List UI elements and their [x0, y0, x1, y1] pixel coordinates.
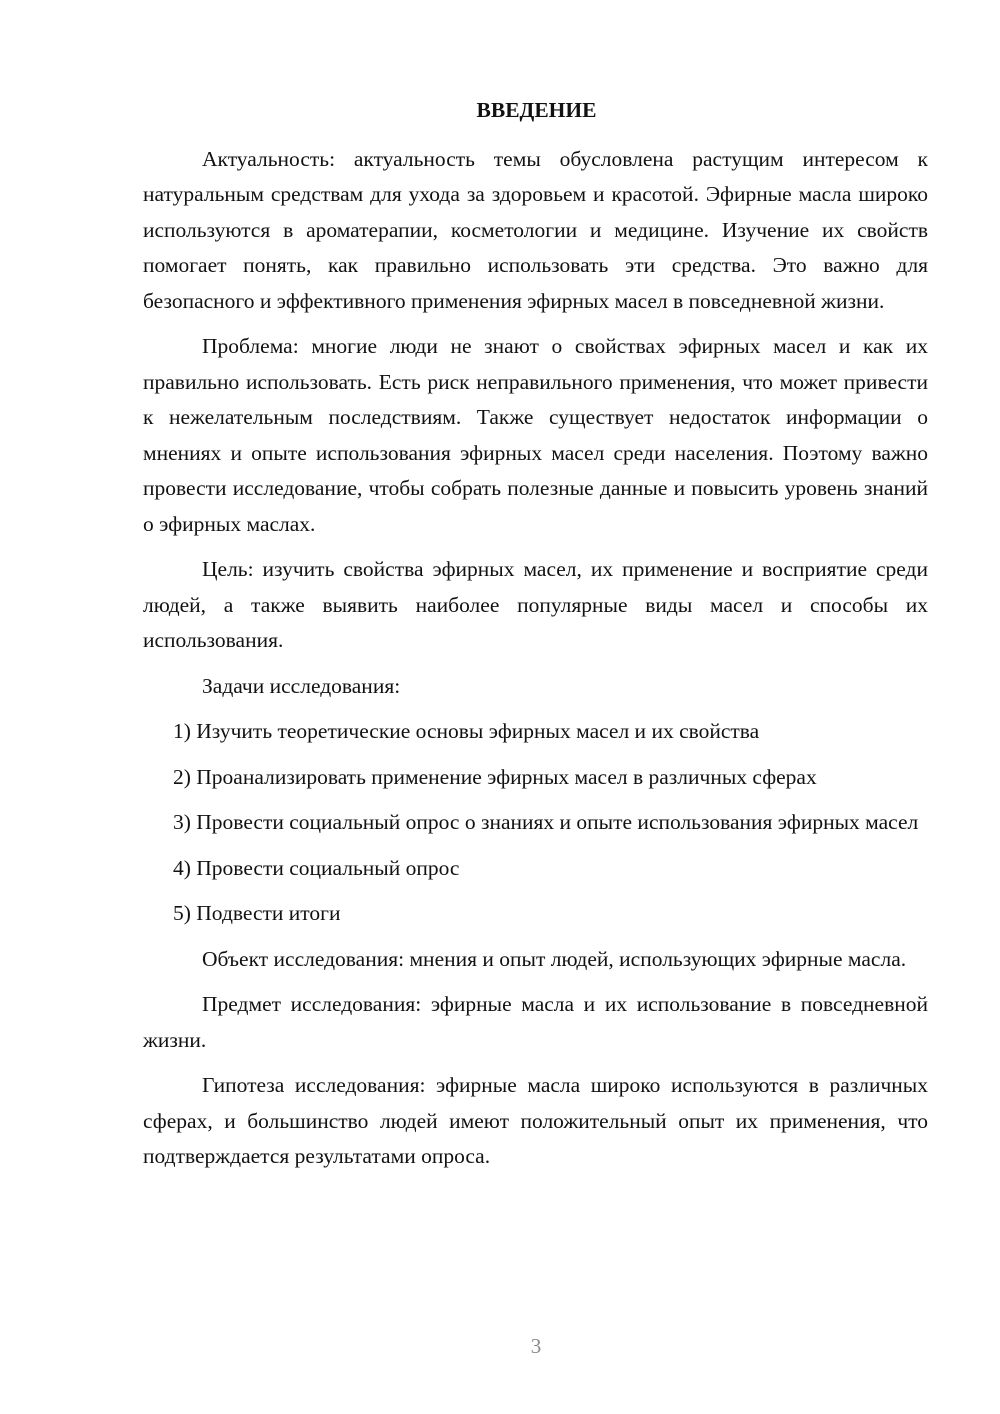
- task-item: 2) Проанализировать применение эфирных масел в различных сферах: [173, 764, 817, 789]
- section-heading: ВВЕДЕНИЕ: [476, 98, 597, 122]
- subject-paragraph: Предмет исследования: эфирные масла и их использование в повседневной жизни.: [143, 992, 928, 1052]
- relevance-paragraph: Актуальность: актуальность темы обусловлена растущим интересом к натуральным средствам для ухода за здоровьем и красотой. Эфирные масла широко используются в ароматерапии, косметологии и медицине. Изучение их свойств помогает понять, как правильно использовать эти средства. Это важно для безопасного и эффективного применения эфирных масел в повседневной жизни.: [143, 146, 928, 313]
- tasks-intro: Задачи исследования:: [202, 673, 401, 698]
- page-content: [143, 93, 928, 1185]
- object-paragraph: Объект исследования: мнения и опыт людей, использующих эфирные масла.: [202, 946, 907, 971]
- problem-paragraph: Проблема: многие люди не знают о свойствах эфирных масел и как их правильно использовать. Есть риск неправильного применения, что может привести к нежелательным последствиям. Также существует недостаток информации о мнениях и опыте использования эфирных масел среди населения. Поэтому важно провести исследование, чтобы собрать полезные данные и повысить уровень знаний о эфирных маслах.: [143, 334, 928, 536]
- task-item: 3) Провести социальный опрос о знаниях и опыте использования эфирных масел: [173, 810, 919, 834]
- task-item: 1) Изучить теоретические основы эфирных масел и их свойства: [173, 719, 760, 743]
- hypothesis-paragraph: Гипотеза исследования: эфирные масла широко используются в различных сферах, и большинство людей имеют положительный опыт их применения, что подтверждается результатами опроса.: [143, 1073, 928, 1168]
- task-item: 4) Провести социальный опрос: [173, 855, 460, 880]
- page-number: 3: [530, 1334, 542, 1358]
- goal-paragraph: Цель: изучить свойства эфирных масел, их применение и восприятие среди людей, а также выявить наиболее популярные виды масел и способы их использования.: [143, 557, 928, 652]
- task-item: 5) Подвести итоги: [173, 901, 341, 925]
